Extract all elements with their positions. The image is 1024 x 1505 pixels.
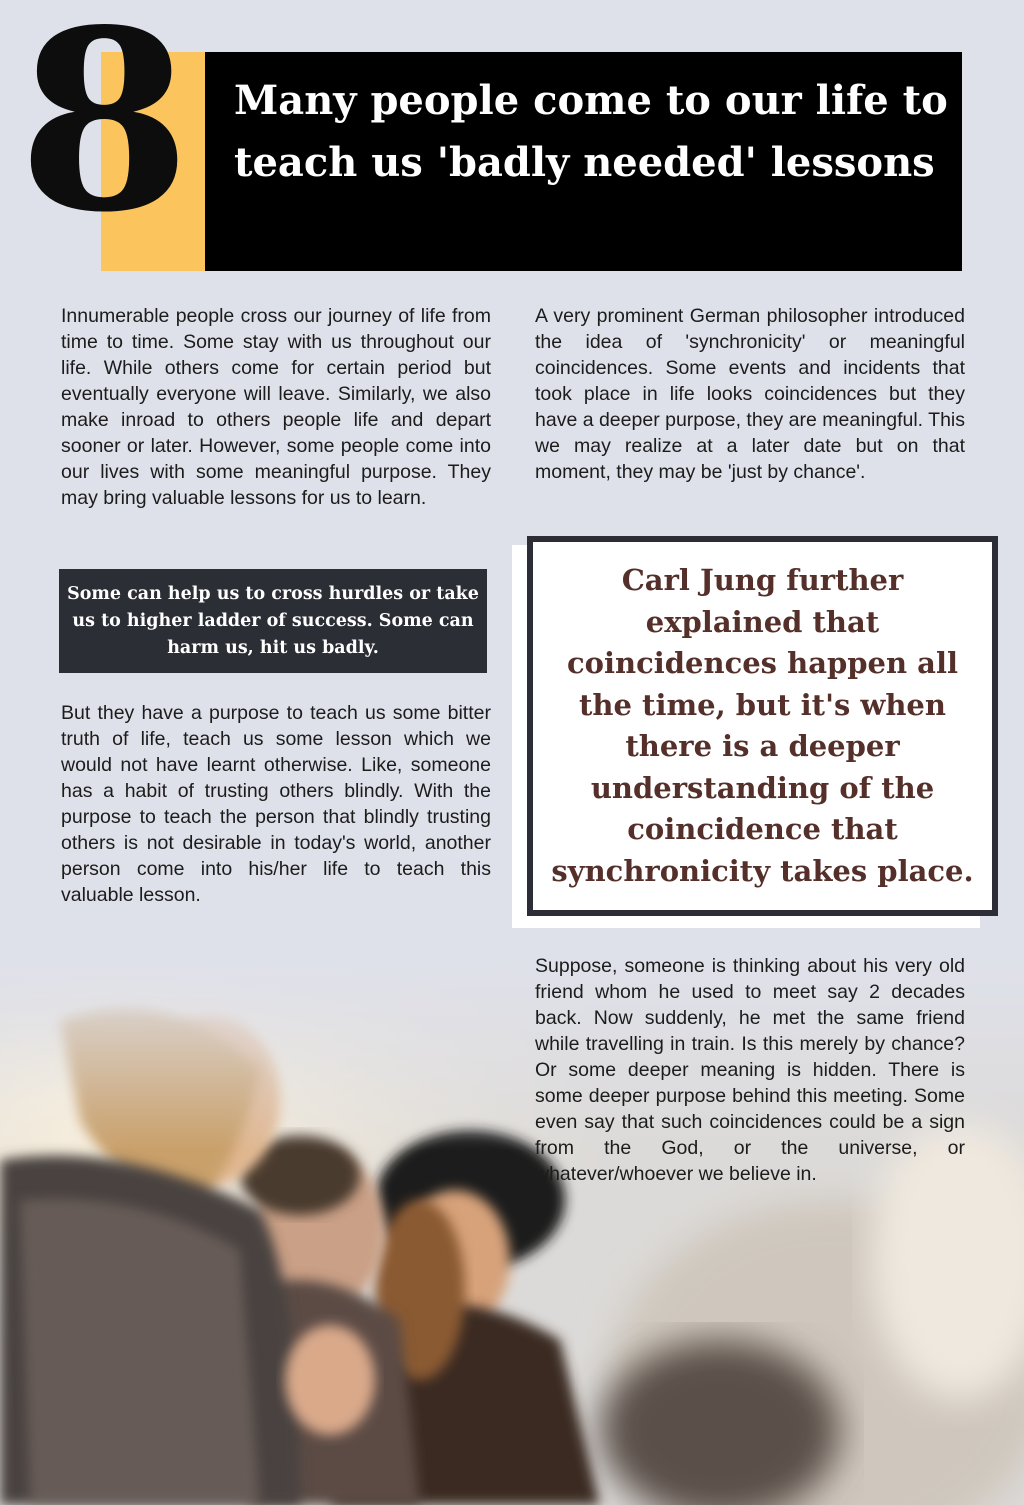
callout-box bbox=[59, 569, 487, 673]
intro-paragraph: Innumerable people cross our journey of life from time to time. Some stay with us throughout our life. While others come for certain period but eventually everyone will leave. Similarly, we also make inroad to others people life and depart sooner or later. However, some people come into our lives with some meaningful purpose. They may bring valuable lessons for us to learn. bbox=[61, 305, 491, 509]
synchronicity-paragraph: A very prominent German philosopher introduced the idea of 'synchronicity' or meaningful coincidences. Some events and incidents that took place in life looks coincidences but they have a deeper purpose, they are meaningful. This we may realize at a later date but on that moment, they may be 'just by chance'. bbox=[535, 305, 965, 483]
pull-quote-text: Carl Jung further explained that coincidences happen all the time, but it's when there is a deeper understanding of the coincidence that synchronicity takes place. bbox=[551, 563, 974, 888]
callout-text: Some can help us to cross hurdles or take us to higher ladder of success. Some can harm us, hit us badly. bbox=[67, 583, 479, 658]
example-paragraph: Suppose, someone is thinking about his very old friend whom he used to meet say 2 decades back. Now suddenly, he met the same friend while travelling in train. Is this merely by chance? Or some deeper meaning is hidden. There is some deeper purpose behind this meeting. Some even say that such coincidences could be a sign from the God, or the universe, or whatever/whoever we believe in. bbox=[535, 955, 965, 1185]
section-number: 8 bbox=[18, 0, 191, 267]
page-title: Many people come to our life to teach us 'badly needed' lessons bbox=[234, 77, 948, 186]
pull-quote-box bbox=[527, 536, 998, 916]
purpose-paragraph: But they have a purpose to teach us some bitter truth of life, teach us some lesson which we would not have learnt otherwise. Like, someone has a habit of trusting others blindly. With the purpose to teach the person that blindly trusting others is not desirable in today's world, another person come into his/her life to teach this valuable lesson. bbox=[61, 702, 491, 906]
